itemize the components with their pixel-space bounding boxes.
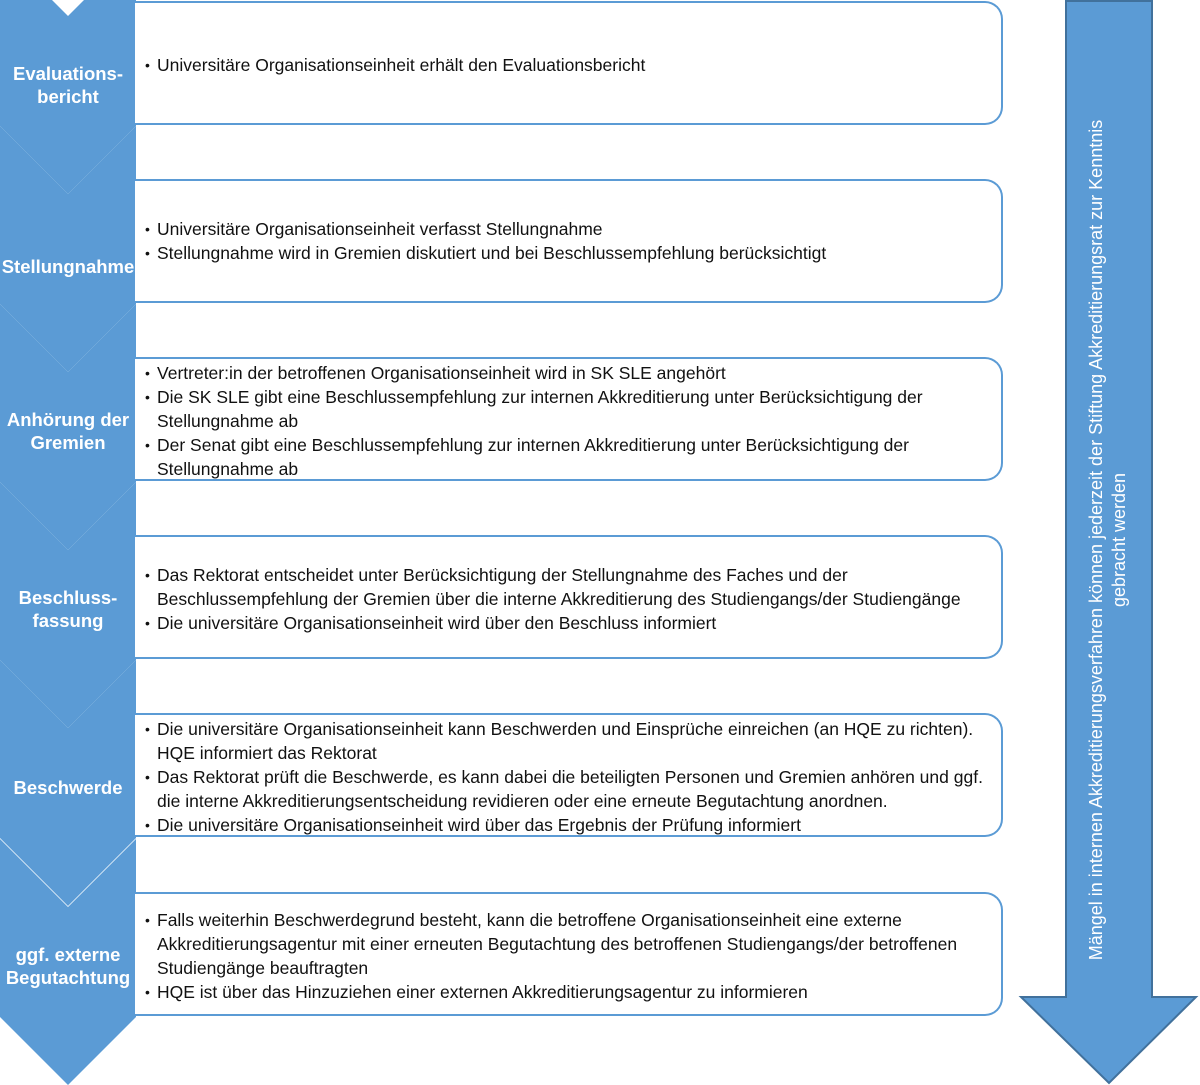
step-label: Evaluations- bericht bbox=[13, 63, 123, 107]
bullet-item: • Universitäre Organisationseinheit verfasst Stellungnahme bbox=[145, 217, 1001, 241]
step-box bbox=[135, 1, 1003, 125]
bullet-item: • Der Senat gibt eine Beschlussempfehlung zur internen Akkreditierung unter Berücksichtigung der Stellungnahme ab bbox=[145, 433, 1001, 481]
step-box bbox=[135, 892, 1003, 1016]
bullet-list bbox=[135, 537, 1001, 635]
step-box bbox=[135, 179, 1003, 303]
step-label: Stellungnahme bbox=[1, 255, 135, 277]
bullet-item: • HQE ist über das Hinzuziehen einer externen Akkreditierungsagentur zu informieren bbox=[145, 980, 1001, 1004]
bullet-item: • Falls weiterhin Beschwerdegrund besteht, kann die betroffene Organisationseinheit eine externe Akkreditierungsagentur mit einer erneuten Begutachtung des betroffenen Studiengangs/der betroffenen Studiengänge beauftragten bbox=[145, 908, 1001, 980]
bullet-item: • Die universitäre Organisationseinheit wird über das Ergebnis der Prüfung informiert bbox=[145, 813, 1001, 837]
step-label: ggf. externe Begutachtung bbox=[5, 944, 131, 988]
step-box bbox=[135, 357, 1003, 481]
bullet-list bbox=[135, 359, 1001, 481]
bullet-item: • Vertreter:in der betroffenen Organisationseinheit wird in SK SLE angehört bbox=[145, 361, 1001, 385]
bullet-item: • Das Rektorat prüft die Beschwerde, es kann dabei die beteiligten Personen und Gremien anhören und ggf. die interne Akkreditierungsentscheidung revidieren oder eine erneute Begutachtung anordnen. bbox=[145, 765, 1001, 813]
bullet-item: • Die universitäre Organisationseinheit kann Beschwerden und Einsprüche einreichen (an HQE zu richten). HQE informiert das Rektorat bbox=[145, 717, 1001, 765]
bullet-list bbox=[135, 181, 1001, 265]
step-label: Beschluss- fassung bbox=[18, 587, 118, 631]
bullet-item: • Stellungnahme wird in Gremien diskutiert und bei Beschlussempfehlung berücksichtigt bbox=[145, 241, 1001, 265]
bullet-list bbox=[135, 715, 1001, 837]
step-label: Beschwerde bbox=[13, 776, 123, 798]
bullet-item: • Das Rektorat entscheidet unter Berücksichtigung der Stellungnahme des Faches und der Beschlussempfehlung der Gremien über die interne Akkreditierung des Studiengangs/der Studiengänge bbox=[145, 563, 1001, 611]
bullet-item: • Universitäre Organisationseinheit erhält den Evaluationsbericht bbox=[145, 53, 1001, 77]
side-arrow-text: Mängel in internen Akkreditierungsverfahren können jederzeit der Stiftung Akkreditierungsrat zur Kenntnis gebracht werden bbox=[1086, 119, 1129, 961]
bullet-list bbox=[135, 3, 1001, 77]
step-box bbox=[135, 535, 1003, 659]
bullet-item: • Die SK SLE gibt eine Beschlussempfehlung zur internen Akkreditierung unter Berücksichtigung der Stellungnahme ab bbox=[145, 385, 1001, 433]
step-label: Anhörung der Gremien bbox=[6, 409, 130, 453]
bullet-item: • Die universitäre Organisationseinheit wird über den Beschluss informiert bbox=[145, 611, 1001, 635]
bullet-list bbox=[135, 894, 1001, 1004]
step-box bbox=[135, 713, 1003, 837]
